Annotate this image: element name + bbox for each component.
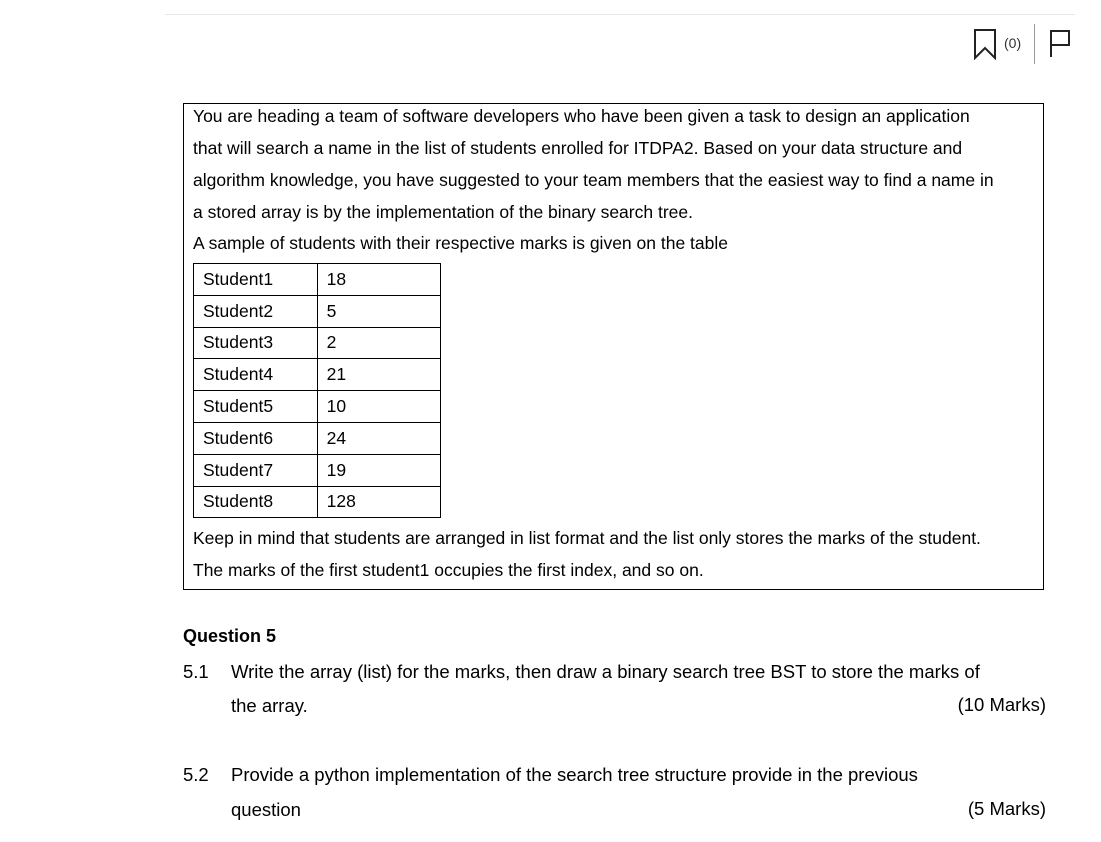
scenario-footer-line: Keep in mind that students are arranged in list format and the list only stores the marks of the student.	[193, 528, 981, 548]
toolbar-separator	[1034, 24, 1035, 64]
student-mark: 19	[317, 454, 440, 486]
question-text: Provide a python implementation of the search tree structure provide in the previous	[231, 764, 918, 785]
scenario-box	[183, 103, 1044, 590]
student-mark: 10	[317, 391, 440, 423]
student-name: Student5	[194, 391, 318, 423]
student-name: Student3	[194, 327, 318, 359]
student-mark: 5	[317, 295, 440, 327]
flag-icon[interactable]	[1048, 28, 1072, 58]
table-row	[194, 454, 441, 486]
table-row	[194, 486, 441, 518]
scenario-line: You are heading a team of software developers who have been given a task to design an application	[193, 106, 970, 126]
student-mark: 24	[317, 422, 440, 454]
table-row	[194, 422, 441, 454]
scenario-footer-line: The marks of the first student1 occupies the first index, and so on.	[193, 560, 704, 580]
table-row	[194, 359, 441, 391]
student-name: Student4	[194, 359, 318, 391]
question-text: question	[231, 799, 301, 820]
student-mark: 128	[317, 486, 440, 518]
table-row	[194, 391, 441, 423]
table-row	[194, 264, 441, 296]
top-divider	[165, 14, 1075, 15]
bookmark-icon[interactable]	[973, 28, 997, 60]
scenario-line: a stored array is by the implementation of the binary search tree.	[193, 202, 693, 222]
student-mark: 21	[317, 359, 440, 391]
student-name: Student8	[194, 486, 318, 518]
question-marks: (10 Marks)	[957, 694, 1046, 715]
table-row	[194, 327, 441, 359]
scenario-line: algorithm knowledge, you have suggested to your team members that the easiest way to find a name in	[193, 170, 994, 190]
student-name: Student6	[194, 422, 318, 454]
table-row	[194, 295, 441, 327]
scenario-line: that will search a name in the list of students enrolled for ITDPA2. Based on your data structure and	[193, 138, 963, 158]
marks-table	[193, 263, 441, 518]
question-title: Question 5	[183, 626, 277, 646]
student-mark: 18	[317, 264, 440, 296]
question-number: 5.2	[183, 764, 209, 785]
question-number: 5.1	[183, 661, 209, 682]
student-name: Student2	[194, 295, 318, 327]
question-text: the array.	[231, 695, 308, 716]
student-mark: 2	[317, 327, 440, 359]
student-name: Student1	[194, 264, 318, 296]
table-intro: A sample of students with their respective marks is given on the table	[193, 233, 728, 253]
student-name: Student7	[194, 454, 318, 486]
question-marks: (5 Marks)	[967, 798, 1046, 819]
bookmark-count: (0)	[1004, 35, 1022, 51]
question-text: Write the array (list) for the marks, then draw a binary search tree BST to store the marks of	[231, 661, 980, 682]
